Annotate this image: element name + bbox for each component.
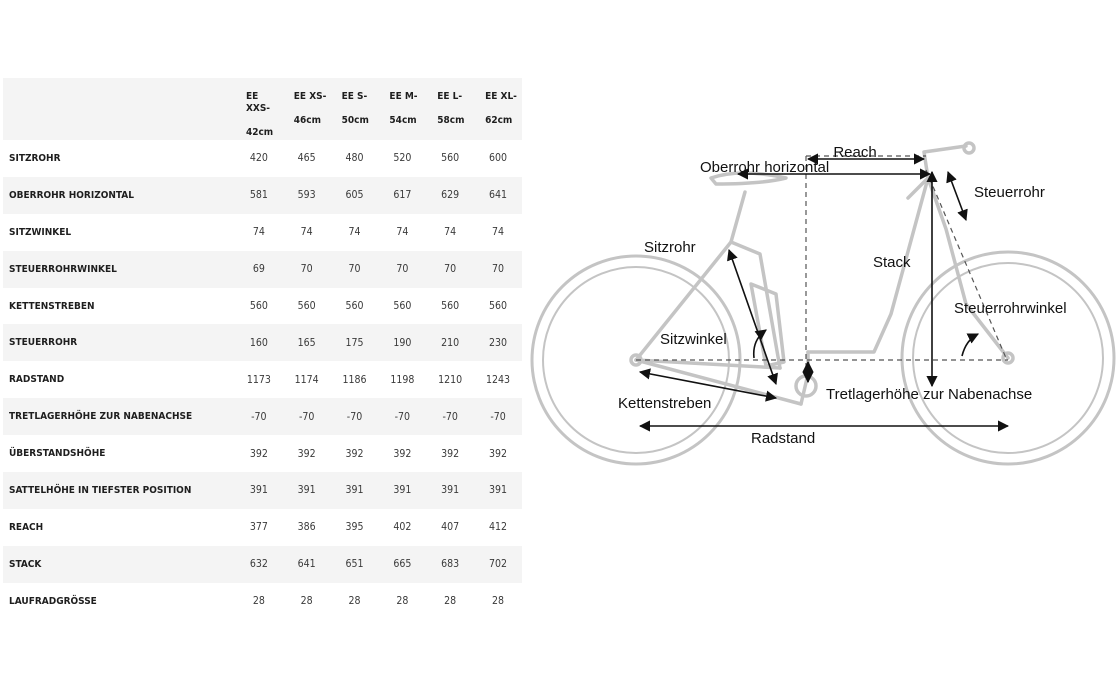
table-row (3, 583, 522, 620)
label-steuerrohrwinkel: Steuerrohrwinkel (954, 300, 1067, 317)
table-cell: 465 (297, 152, 316, 165)
table-cell: 391 (249, 484, 268, 497)
table-cell: 641 (297, 558, 316, 571)
row-label: KETTENSTREBEN (9, 300, 95, 312)
row-label: SATTELHÖHE IN TIEFSTER POSITION (9, 484, 192, 496)
geometry-table (3, 78, 522, 620)
table-cell: 70 (396, 263, 409, 276)
table-cell: 560 (249, 300, 268, 312)
table-cell: 210 (441, 336, 460, 349)
row-label: REACH (9, 521, 44, 533)
table-cell: 74 (348, 226, 361, 239)
table-cell: 74 (300, 226, 313, 239)
table-cell: 28 (492, 595, 505, 608)
label-steuerrohr: Steuerrohr (974, 184, 1045, 201)
size-header-s: EE S- 50cm (341, 91, 369, 126)
table-cell: 74 (396, 226, 409, 239)
row-label: RADSTAND (9, 374, 65, 386)
label-reach: Reach (833, 144, 877, 161)
row-label: STEUERROHRWINKEL (9, 263, 117, 275)
table-row (3, 472, 522, 509)
table-cell: 560 (297, 300, 316, 312)
table-cell: -70 (490, 410, 506, 423)
table-cell: 392 (441, 447, 460, 460)
row-label: ÜBERSTANDSHÖHE (9, 448, 106, 460)
table-cell: 412 (489, 521, 508, 534)
row-label: OBERROHR HORIZONTAL (9, 189, 134, 201)
table-cell: -70 (442, 410, 458, 423)
row-label: SITZWINKEL (9, 226, 72, 238)
table-cell: 28 (252, 595, 265, 608)
table-cell: 520 (393, 152, 412, 165)
table-cell: 391 (489, 484, 508, 497)
table-cell: -70 (394, 410, 411, 423)
table-cell: 392 (393, 447, 412, 460)
table-cell: 74 (252, 226, 265, 239)
label-oberrohr-horizontal: Oberrohr horizontal (700, 159, 830, 176)
bike-geometry-diagram (526, 134, 1119, 474)
table-cell: 1198 (390, 373, 415, 386)
table-body (3, 140, 522, 620)
table-cell: 629 (441, 189, 460, 202)
table-cell: 386 (297, 521, 316, 534)
size-header-xxs: EE XXS- 42cm (245, 91, 274, 138)
table-cell: 391 (393, 484, 412, 497)
table-cell: 70 (492, 263, 505, 276)
geometry-table-container (3, 78, 522, 620)
table-cell: 480 (345, 152, 364, 165)
label-sitzwinkel: Sitzwinkel (660, 331, 727, 348)
table-cell: 230 (489, 336, 508, 349)
table-cell: 74 (444, 226, 457, 239)
table-row (3, 177, 522, 214)
table-cell: 165 (297, 336, 316, 349)
table-cell: -70 (346, 410, 363, 423)
table-cell: 70 (300, 263, 313, 276)
table-row (3, 509, 522, 546)
table-cell: 641 (489, 189, 508, 202)
table-cell: 651 (345, 558, 364, 571)
header-corner (3, 78, 235, 140)
row-label: SITZROHR (9, 152, 61, 164)
table-cell: 581 (249, 189, 268, 202)
size-header-m: EE M- 54cm (389, 91, 418, 126)
steuerrohr-arrow (948, 172, 966, 220)
table-row (3, 435, 522, 472)
label-sitzrohr: Sitzrohr (644, 239, 696, 256)
table-cell: 70 (348, 263, 361, 276)
table-cell: 1174 (294, 373, 319, 386)
table-cell: 1186 (342, 373, 367, 386)
table-cell: 391 (441, 484, 460, 497)
table-cell: 420 (249, 152, 268, 165)
table-cell: 391 (297, 484, 316, 497)
table-cell: 617 (393, 189, 412, 202)
table-cell: 28 (348, 595, 361, 608)
table-cell: 600 (489, 152, 508, 165)
table-cell: 392 (249, 447, 268, 460)
table-cell: -70 (251, 410, 267, 423)
table-row (3, 251, 522, 288)
table-cell: 74 (492, 226, 505, 239)
table-cell: 560 (345, 300, 364, 312)
label-tretlagerhoehe: Tretlagerhöhe zur Nabenachse (826, 386, 1033, 403)
table-row (3, 214, 522, 251)
table-cell: -70 (298, 410, 315, 423)
table-row (3, 324, 522, 361)
table-cell: 392 (345, 447, 364, 460)
table-cell: 593 (297, 189, 316, 202)
table-cell: 28 (444, 595, 457, 608)
table-cell: 1173 (246, 373, 271, 386)
size-header-xl: EE XL- 62cm (485, 91, 517, 126)
bike-geometry-svg (526, 134, 1119, 474)
table-cell: 377 (249, 521, 268, 534)
table-row (3, 140, 522, 177)
table-cell: 160 (249, 336, 268, 349)
label-kettenstreben: Kettenstreben (618, 395, 712, 412)
table-cell: 391 (345, 484, 364, 497)
table-cell: 395 (345, 521, 364, 534)
table-cell: 402 (393, 521, 412, 534)
table-cell: 560 (393, 300, 412, 312)
table-cell: 175 (345, 336, 364, 349)
table-cell: 665 (393, 558, 412, 571)
table-cell: 1210 (438, 373, 463, 386)
table-cell: 605 (345, 189, 364, 202)
table-cell: 1243 (486, 373, 511, 386)
row-label: LAUFRADGRÖSSE (9, 595, 97, 607)
table-row (3, 398, 522, 435)
table-cell: 407 (441, 521, 460, 534)
size-header-xs: EE XS- 46cm (293, 91, 327, 126)
label-stack: Stack (873, 254, 911, 271)
table-cell: 28 (300, 595, 313, 608)
table-cell: 702 (489, 558, 508, 571)
row-label: STEUERROHR (9, 337, 78, 349)
row-label: STACK (9, 558, 42, 570)
table-header-row (3, 78, 522, 140)
table-cell: 69 (252, 263, 265, 276)
table-cell: 560 (441, 152, 460, 165)
table-row (3, 361, 522, 398)
table-cell: 683 (441, 558, 460, 571)
bike-frame (631, 143, 1013, 404)
table-cell: 70 (444, 263, 457, 276)
size-header-l: EE L- 58cm (437, 91, 465, 126)
table-cell: 190 (393, 336, 412, 349)
table-row (3, 546, 522, 583)
table-cell: 392 (489, 447, 508, 460)
table-cell: 560 (441, 300, 460, 312)
table-cell: 28 (396, 595, 409, 608)
table-cell: 632 (249, 558, 268, 571)
table-row (3, 288, 522, 325)
table-cell: 560 (489, 300, 508, 312)
label-radstand: Radstand (751, 430, 816, 447)
table-cell: 392 (297, 447, 316, 460)
row-label: TRETLAGERHÖHE ZUR NABENACHSE (9, 411, 193, 423)
steuerrohrwinkel-angle-arc (962, 334, 978, 356)
